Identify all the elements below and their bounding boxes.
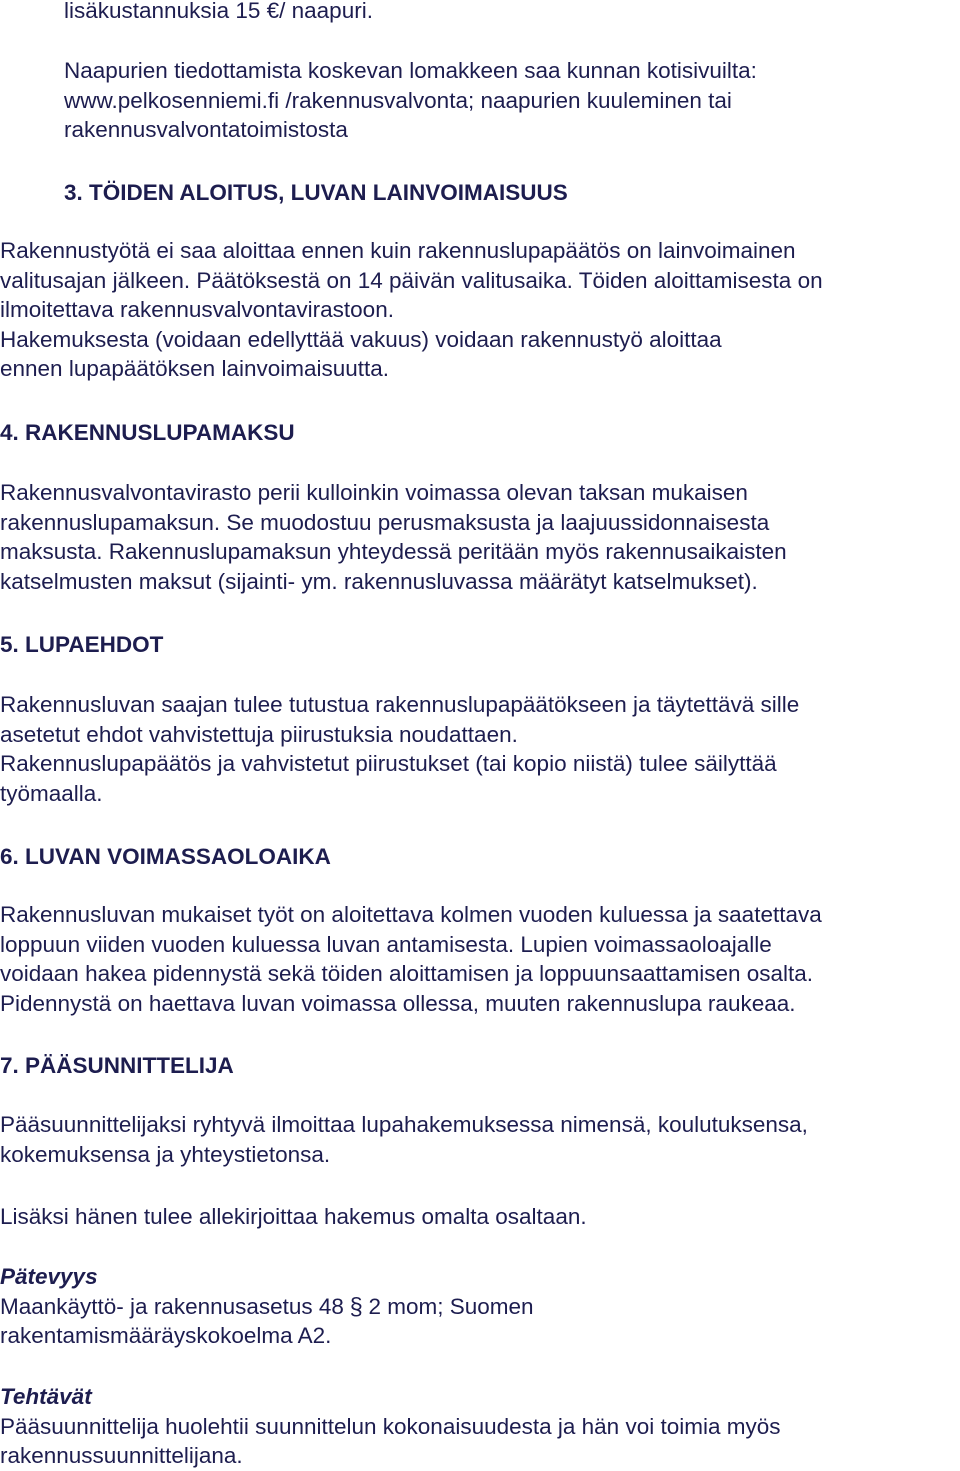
text-line: Pääsuunnittelija huolehtii suunnittelun kokonaisuudesta ja hän voi toimia myös	[0, 1413, 781, 1439]
section-5-heading: 5. LUPAEHDOT	[0, 632, 164, 657]
section-6-paragraph	[0, 900, 958, 1018]
signature-note	[0, 1202, 958, 1232]
text-line: maksusta. Rakennuslupamaksun yhteydessä peritään myös rakennusaikaisten	[0, 539, 787, 564]
text-line: Rakennusvalvontavirasto perii kulloinkin voimassa olevan taksan mukaisen	[0, 480, 748, 505]
text-line: Rakennuslupapäätös ja vahvistetut piirustukset (tai kopio niistä) tulee säilyttää	[0, 751, 777, 776]
text-fragment: Maankäyttö- ja rakennusasetus 48	[0, 1293, 344, 1319]
qualification-subheading: Pätevyys	[0, 1264, 98, 1289]
text-line: rakennuslupamaksun. Se muodostuu perusmaksusta ja laajuussidonnaisesta	[0, 509, 770, 535]
section-3-heading: 3. TÖIDEN ALOITUS, LUVAN LAINVOIMAISUUS	[64, 180, 568, 205]
text-line: voidaan hakea pidennystä sekä töiden aloittamisen ja loppuunsaattamisen osalta.	[0, 961, 814, 986]
neighbors-info-paragraph	[64, 56, 944, 145]
text-line: Pääsuunnittelijaksi ryhtyvä ilmoittaa lupahakemuksessa nimensä, koulutuksensa,	[0, 1112, 808, 1137]
text-line: rakennussuunnittelijana.	[0, 1443, 243, 1468]
text-line: www.pelkosenniemi.fi /rakennusvalvonta; naapurien kuuleminen tai	[64, 87, 732, 113]
text-line: Rakennusluvan saajan tulee tutustua rakennuslupapäätökseen ja täytettävä sille	[0, 692, 800, 717]
text-line: valitusajan jälkeen. Päätöksestä on 14 päivän valitusaika. Töiden aloittamisesta on	[0, 267, 823, 293]
intro-fee-line	[64, 0, 944, 26]
text-fragment: 2 mom; Suomen	[368, 1293, 534, 1319]
text-line: katselmusten maksut (sijainti- ym. rakennusluvassa määrätyt katselmukset).	[0, 568, 758, 594]
section-7-paragraph	[0, 1110, 958, 1169]
text-line: Hakemuksesta (voidaan edellyttää vakuus) voidaan rakennustyö aloittaa	[0, 326, 722, 352]
section-5-paragraph	[0, 690, 958, 808]
section-7-heading: 7. PÄÄSUNNITTELIJA	[0, 1053, 234, 1078]
text-line	[0, 1292, 958, 1322]
section-4-heading: 4. RAKENNUSLUPAMAKSU	[0, 420, 295, 445]
text-line: Rakennusluvan mukaiset työt on aloitettava kolmen vuoden kuluessa ja saatettava	[0, 902, 822, 927]
section-3-paragraph	[0, 236, 958, 384]
text-line: Lisäksi hänen tulee allekirjoittaa hakemus omalta osaltaan.	[0, 1204, 587, 1229]
qualification-block	[0, 1262, 958, 1351]
text-line: lisäkustannuksia 15 €/ naapuri.	[64, 0, 373, 23]
text-line: kokemuksensa ja yhteystietonsa.	[0, 1141, 331, 1167]
text-line: Rakennustyötä ei saa aloittaa ennen kuin rakennuslupapäätös on lainvoimainen	[0, 238, 796, 263]
text-line: loppuun viiden vuoden kuluessa luvan antamisesta. Lupien voimassaoloajalle	[0, 931, 772, 957]
text-line: asetetut ehdot vahvistettuja piirustuksia noudattaen.	[0, 721, 518, 747]
text-line: rakentamismääräyskokoelma A2.	[0, 1323, 332, 1348]
text-line: Naapurien tiedottamista koskevan lomakkeen saa kunnan kotisivuilta:	[64, 58, 757, 83]
text-line: ennen lupapäätöksen lainvoimaisuutta.	[0, 356, 390, 381]
text-line: ilmoitettava rakennusvalvontavirastoon.	[0, 297, 394, 322]
text-line: Pidennystä on haettava luvan voimassa ollessa, muuten rakennuslupa raukeaa.	[0, 990, 796, 1016]
section-4-paragraph	[0, 478, 958, 596]
duties-subheading: Tehtävät	[0, 1384, 92, 1409]
section-sign: §	[349, 1292, 363, 1320]
section-6-heading: 6. LUVAN VOIMASSAOLOAIKA	[0, 844, 331, 869]
duties-block	[0, 1382, 958, 1471]
text-line: työmaalla.	[0, 780, 103, 806]
text-line: rakennusvalvontatoimistosta	[64, 117, 348, 142]
